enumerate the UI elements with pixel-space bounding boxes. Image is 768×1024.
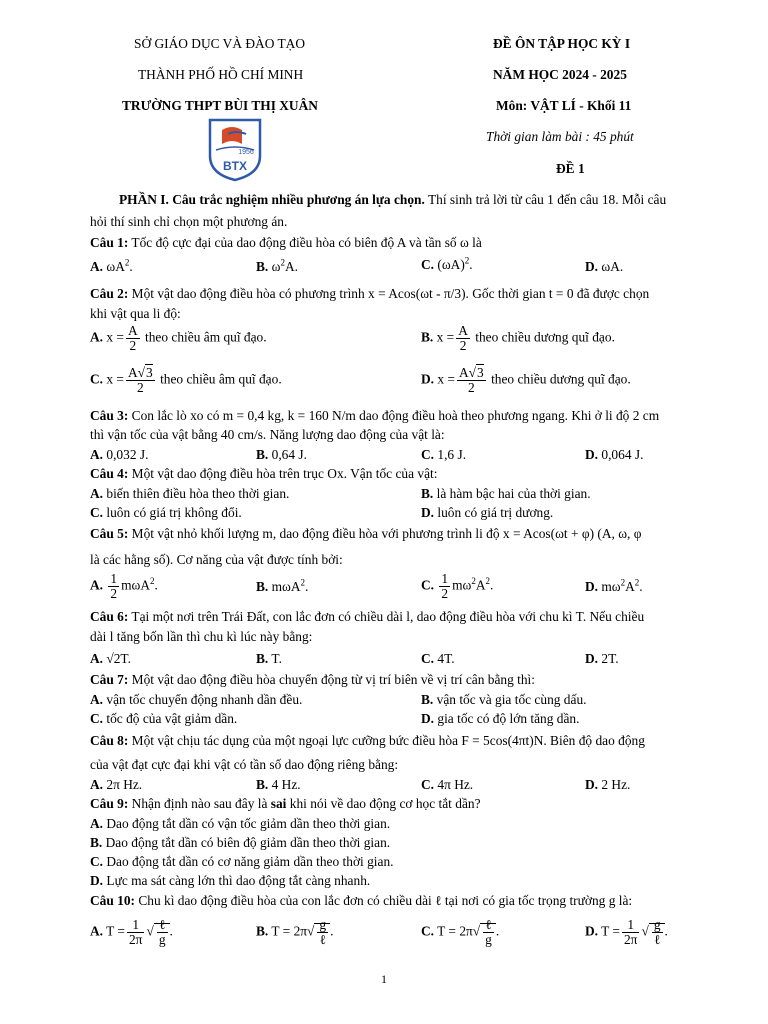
- q8-option-c: C. 4π Hz.: [421, 777, 474, 792]
- exam-time: Thời gian làm bài : 45 phút: [486, 129, 634, 144]
- q8-option-d: D. 2 Hz.: [585, 777, 631, 792]
- q2-option-b: B. x = $\frac{A}{2}$ theo chiều dương quĩ đạo.: [421, 323, 615, 354]
- question-6: Câu 6: Tại một nơi trên Trái Đất, con lắc đơn có chiều dài l, dao động điều hòa với chu kì T. Nếu chiều: [90, 609, 645, 624]
- part1-instruction: Thí sinh trả lời từ câu 1 đến câu 18. Mỗi câu: [424, 192, 667, 207]
- question-1: [90, 235, 740, 251]
- q3-option-b: B. 0,64 J.: [256, 447, 307, 462]
- exam-code: ĐỀ 1: [556, 161, 585, 176]
- dept-name: SỞ GIÁO DỤC VÀ ĐÀO TẠO: [134, 36, 305, 51]
- q2-option-a: A. x = $\frac{A}{2}$ theo chiều âm quĩ đạo.: [90, 323, 267, 354]
- q10-option-c: C. T = 2π√ $\frac{\text{ℓ}}{g}$ .: [421, 917, 500, 948]
- q6-option-c: C. 4T.: [421, 651, 455, 666]
- q7-option-b: B. vận tốc và gia tốc cùng dấu.: [421, 692, 587, 707]
- question-5-cont: là các hằng số). Cơ năng của vật được tính bởi:: [90, 552, 343, 567]
- q9-option-d: D. Lực ma sát càng lớn thì dao động tắt càng nhanh.: [90, 873, 371, 888]
- q1-option-a: A. $\omega A^2$.: [90, 257, 133, 274]
- question-4: Câu 4: Một vật dao động điều hòa trên trục Ox. Vận tốc của vật:: [90, 466, 438, 481]
- q1-option-d: D. ωA.: [585, 259, 624, 274]
- q5-option-c: C. $\frac{1}{2}$ $m\omega^2A^2$.: [421, 571, 494, 602]
- q6-option-d: D. 2T.: [585, 651, 619, 666]
- part1-line1: [119, 192, 768, 208]
- q6-option-a: A. √2T.: [90, 651, 131, 666]
- part1-line2: hỏi thí sinh chỉ chọn một phương án.: [90, 214, 288, 229]
- exam-title: ĐỀ ÔN TẬP HỌC KỲ I: [493, 36, 631, 51]
- question-10: Câu 10: Chu kì dao động điều hòa của con lắc đơn có chiều dài ℓ tại nơi có gia tốc trọng trường g là:: [90, 893, 633, 908]
- logo-text: BTX: [223, 159, 247, 173]
- q7-option-a: A. vận tốc chuyển động nhanh dần đều.: [90, 692, 303, 707]
- q10-option-b: B. T = 2π√ $\frac{g}{\text{ℓ}}$ .: [256, 917, 334, 948]
- q5-option-a: A. $\frac{1}{2}$ mωA$^2$.: [90, 571, 158, 602]
- question-label: Câu 1:: [90, 235, 129, 250]
- question-text: Tốc độ cực đại của dao động điều hòa có biên độ A và tần số ω là: [128, 235, 482, 250]
- q7-option-c: C. tốc độ của vật giảm dần.: [90, 711, 238, 726]
- subject: Môn: VẬT LÍ - Khối 11: [496, 98, 632, 113]
- q9-option-b: B. Dao động tắt dần có biên độ giảm dần theo thời gian.: [90, 835, 391, 850]
- q2-option-d: D. x = $\frac{A√3}{2}$ theo chiều dương quĩ đạo.: [421, 365, 631, 396]
- q2-option-c: C. x = $\frac{A√3}{2}$ theo chiều âm quĩ đạo.: [90, 365, 282, 396]
- logo-year: 1956: [238, 149, 254, 156]
- question-2: Câu 2: Một vật dao động điều hòa có phương trình x = Acos(ωt - π/3). Gốc thời gian t = 0 đã được chọn: [90, 286, 650, 301]
- q3-option-a: A. 0,032 J.: [90, 447, 149, 462]
- q1-option-c: C. $(\omega A)^2$.: [421, 255, 473, 272]
- q7-option-d: D. gia tốc có độ lớn tăng dần.: [421, 711, 580, 726]
- question-5: Câu 5: Một vật nhỏ khối lượng m, dao động điều hòa với phương trình li độ x = Acos(ωt + φ) (A, ω, φ: [90, 526, 642, 541]
- question-7: Câu 7: Một vật dao động điều hòa chuyển động từ vị trí biên về vị trí cân bằng thì:: [90, 672, 535, 687]
- question-9: Câu 9: Nhận định nào sau đây là sai khi nói về dao động cơ học tắt dần?: [90, 796, 481, 811]
- part1-title: PHẦN I. Câu trắc nghiệm nhiều phương án lựa chọn.: [119, 192, 425, 207]
- school-name: TRƯỜNG THPT BÙI THỊ XUÂN: [122, 98, 318, 113]
- school-year: NĂM HỌC 2024 - 2025: [493, 67, 627, 82]
- question-3: Câu 3: Con lắc lò xo có m = 0,4 kg, k = 160 N/m dao động điều hoà theo phương ngang. Khi ở li độ 2 cm: [90, 408, 660, 423]
- q10-option-d: D. T = $\frac{1}{2\pi}$ √ $\frac{g}{\text{ℓ}}$ .: [585, 917, 668, 948]
- question-3-cont: thì vận tốc của vật bằng 40 cm/s. Năng lượng dao động của vật là:: [90, 427, 445, 442]
- q8-option-a: A. 2π Hz.: [90, 777, 143, 792]
- q3-option-c: C. 1,6 J.: [421, 447, 467, 462]
- city-name: THÀNH PHỐ HỒ CHÍ MINH: [138, 67, 304, 82]
- q9-option-a: A. Dao động tắt dần có vận tốc giảm dần theo thời gian.: [90, 816, 391, 831]
- q6-option-b: B. T.: [256, 651, 282, 666]
- q9-option-c: C. Dao động tắt dần có cơ năng giảm dần theo thời gian.: [90, 854, 394, 869]
- q5-option-b: B. mωA$^2$.: [256, 577, 309, 594]
- q4-option-d: D. luôn có giá trị dương.: [421, 505, 554, 520]
- question-8-cont: của vật đạt cực đại khi vật có tần số dao động riêng bằng:: [90, 757, 399, 772]
- q8-option-b: B. 4 Hz.: [256, 777, 301, 792]
- question-2-cont: khi vật qua li độ:: [90, 306, 181, 321]
- q4-option-b: B. là hàm bậc hai của thời gian.: [421, 486, 591, 501]
- q4-option-c: C. luôn có giá trị không đổi.: [90, 505, 242, 520]
- school-logo: [206, 116, 264, 182]
- page-number: 1: [381, 972, 387, 986]
- q10-option-a: A. T = $\frac{1}{2\pi}$ √ $\frac{\text{ℓ}}{g}$ .: [90, 917, 173, 948]
- q4-option-a: A. biến thiên điều hòa theo thời gian.: [90, 486, 290, 501]
- q3-option-d: D. 0,064 J.: [585, 447, 644, 462]
- q5-option-d: D. $m\omega^2A^2$.: [585, 577, 643, 594]
- q1-option-b: B. $\omega^2A$.: [256, 257, 298, 274]
- question-6-cont: dài l tăng bốn lần thì chu kì lúc này bằng:: [90, 629, 313, 644]
- question-8: Câu 8: Một vật chịu tác dụng của một ngoại lực cưỡng bức điều hòa F = 5cos(4πt)N. Biên độ dao động: [90, 733, 645, 748]
